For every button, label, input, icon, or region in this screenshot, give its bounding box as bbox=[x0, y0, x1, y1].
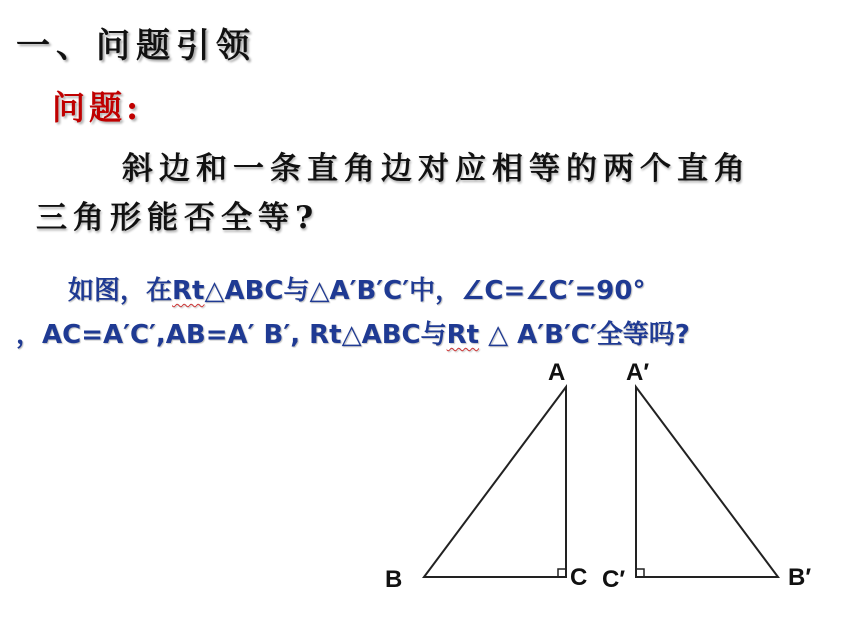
vertex-label-b-prime: B′ bbox=[788, 564, 812, 591]
description-line2-part-a: ，AC=A′C′,AB=A′ B′, Rt△ABC与 bbox=[16, 320, 447, 350]
description-line2-part-c: △ A′B′C′全等吗? bbox=[479, 320, 690, 350]
triangle-prime-shape bbox=[636, 387, 778, 577]
question-text-line1: 斜边和一条直角边对应相等的两个直角 bbox=[122, 151, 751, 187]
description-line2-rt: Rt bbox=[446, 320, 480, 350]
vertex-label-c-prime: C′ bbox=[602, 566, 626, 593]
vertex-label-a: A bbox=[548, 359, 566, 386]
vertex-label-a-prime: A′ bbox=[626, 359, 650, 386]
question-text-line2: 三角形能否全等? bbox=[36, 200, 320, 236]
triangle-abc-shape bbox=[424, 387, 566, 577]
right-angle-mark-c-prime bbox=[636, 569, 644, 577]
description-line1-part-c: △ABC与△A′B′C′中，∠C=∠C′=90° bbox=[204, 276, 646, 306]
description-line1-rt: Rt bbox=[172, 276, 205, 306]
vertex-label-b: B bbox=[385, 566, 403, 593]
vertex-label-c: C bbox=[570, 564, 588, 591]
question-label: 问题: bbox=[52, 88, 143, 127]
right-angle-mark-c bbox=[558, 569, 566, 577]
triangle-a-prime-b-prime-c-prime bbox=[602, 359, 811, 593]
section-heading: 一、问题引领 bbox=[16, 26, 256, 66]
triangle-abc bbox=[385, 359, 587, 593]
description-line1-part-a: 如图，在 bbox=[68, 276, 173, 306]
